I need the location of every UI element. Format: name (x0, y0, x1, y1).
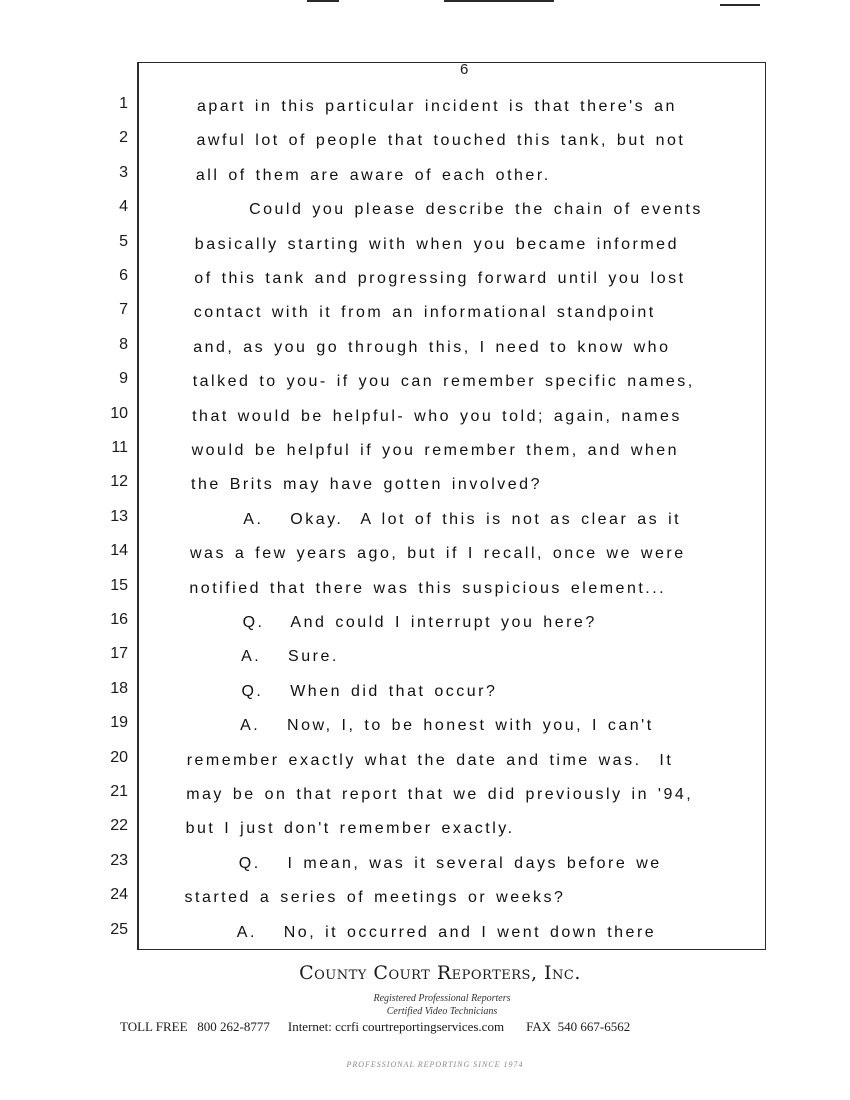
line-number: 4 (119, 198, 128, 216)
transcript-line: was a few years ago, but if I recall, once we were (190, 545, 686, 563)
transcript-line: talked to you- if you can remember specific names, (192, 373, 695, 391)
transcript-line: the Brits may have gotten involved? (191, 476, 542, 494)
line-number: 24 (110, 886, 128, 904)
transcript-line: of this tank and progressing forward until you lost (194, 270, 686, 287)
company-name: County Court Reporters, Inc. (299, 962, 581, 984)
transcript-line: all of them are aware of each other. (195, 166, 551, 184)
line-number: 22 (110, 817, 128, 835)
line-number: 7 (119, 301, 128, 319)
line-number: 5 (119, 232, 128, 250)
transcript-line: may be on that report that we did previously in '94, (186, 786, 694, 803)
transcript-line: would be helpful if you remember them, and when (191, 442, 680, 459)
transcript-line: A. Okay. A lot of this is not as clear as it (190, 510, 682, 528)
line-number: 19 (110, 714, 128, 732)
line-number: 6 (119, 267, 128, 284)
transcript-line: apart in this particular incident is that there's an (197, 98, 677, 115)
transcript-page-frame (137, 62, 766, 950)
line-number: 18 (110, 679, 128, 697)
transcript-line: basically starting with when you became informed (194, 235, 679, 253)
transcript-line: A. No, it occurred and I went down there (184, 923, 657, 941)
line-number: 10 (110, 404, 128, 422)
line-number: 20 (110, 748, 128, 766)
transcript-line: but I just don't remember exactly. (185, 820, 515, 838)
fax-number: FAX 540 667-6562 (526, 1019, 631, 1034)
line-number: 9 (119, 370, 128, 388)
transcript-line: notified that there was this suspicious element... (189, 579, 667, 597)
line-number: 25 (110, 920, 128, 938)
line-number: 2 (119, 129, 128, 147)
transcript-line: awful lot of people that touched this tank, but not (196, 132, 686, 150)
transcript-line: A. Sure. (188, 648, 339, 666)
line-number: 21 (110, 783, 128, 800)
transcript-line: and, as you go through this, I need to know who (193, 338, 671, 356)
scan-mark (444, 0, 554, 2)
company-tagline: PROFESSIONAL REPORTING SINCE 1974 (346, 1060, 524, 1069)
scan-mark (307, 0, 339, 2)
transcript-line: started a series of meetings or weeks? (184, 889, 566, 907)
line-number: 3 (119, 163, 128, 181)
transcript-line: Q. And could I interrupt you here? (188, 614, 597, 631)
line-number: 8 (119, 335, 128, 353)
line-number: 23 (110, 851, 128, 869)
company-subtitle-2: Certified Video Technicians (386, 1006, 498, 1017)
toll-free-number: TOLL FREE 800 262-8777 (120, 1019, 270, 1034)
transcript-line: A. Now, I, to be honest with you, I can't (187, 717, 654, 735)
transcript-line: contact with it from an informational standpoint (193, 304, 656, 322)
line-number: 1 (119, 95, 128, 112)
contact-line (120, 1019, 760, 1035)
transcript-line: Q. I mean, was it several days before we (185, 854, 662, 872)
scan-mark (720, 4, 760, 6)
page-number: 6 (460, 61, 469, 78)
company-subtitle-1: Registered Professional Reporters (373, 993, 511, 1004)
line-number: 13 (110, 507, 128, 525)
line-number: 14 (110, 542, 128, 560)
line-number: 15 (110, 576, 128, 594)
line-number: 11 (111, 439, 128, 456)
transcript-line: Could you please describe the chain of events (195, 201, 703, 219)
line-number: 16 (110, 611, 128, 628)
transcript-line: remember exactly what the date and time was. It (186, 751, 674, 769)
line-number: 17 (110, 645, 128, 663)
transcript-line: that would be helpful- who you told; again, names (192, 407, 682, 425)
transcript-line: Q. When did that occur? (187, 682, 498, 700)
line-number: 12 (110, 473, 128, 491)
internet-address: Internet: ccrfi courtreportingservices.com (287, 1019, 505, 1034)
